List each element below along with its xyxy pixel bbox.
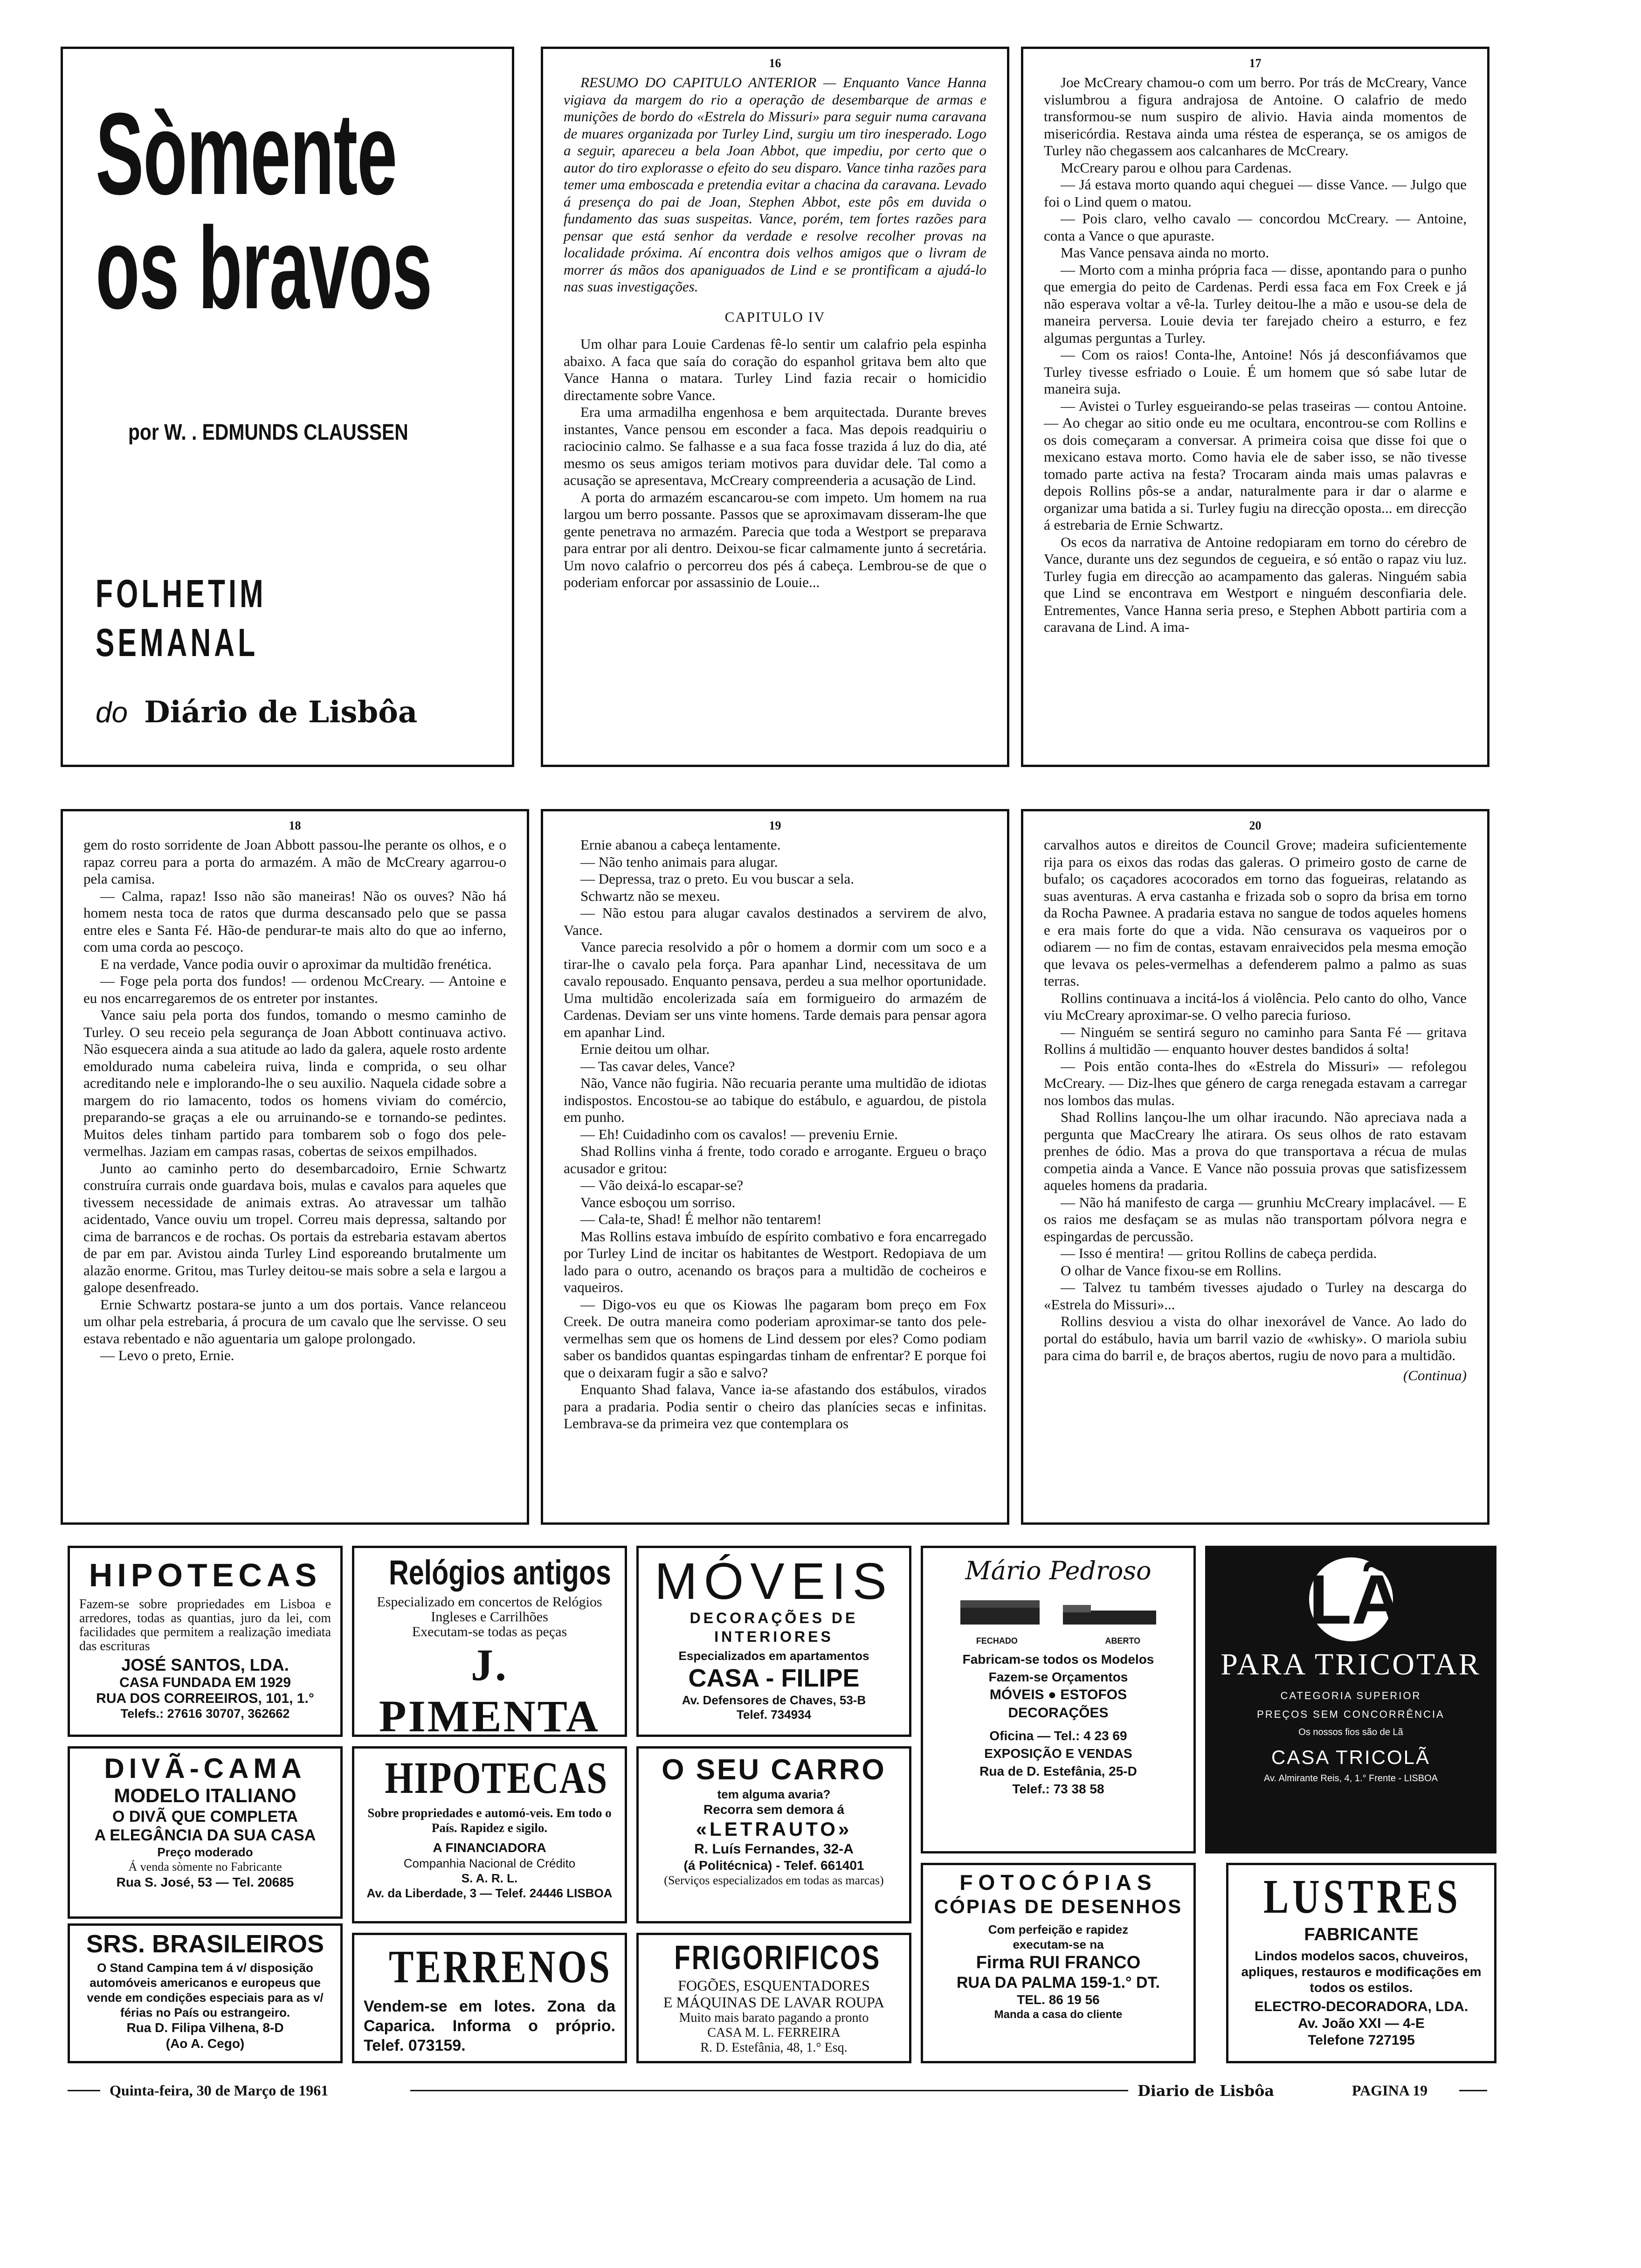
paragraph: — Levo o preto, Ernie. — [100, 1347, 234, 1363]
cover-from-word: do — [96, 697, 128, 729]
ad-line: (Serviços especializados em todas as marcas) — [664, 1874, 884, 1887]
ad-label-open: ABERTO — [1105, 1636, 1141, 1646]
paragraph: — Isso é mentira! — gritou Rollins de cabeça perdida. — [1061, 1245, 1377, 1261]
ad-line: Muito mais barato pagando a pronto — [679, 2011, 869, 2025]
ad-terrenos — [352, 1933, 627, 2063]
ad-sub: FABRICANTE — [1304, 1925, 1419, 1944]
paragraph: gem do rosto sorridente de Joan Abbott passou-lhe perante os olhos, e o rapaz correu para a porta do armazém. A mão de McCreary agarrou-o pela camisa. — [83, 837, 506, 887]
ad-line: Sobre propriedades e automó-veis. Em todo o País. Rapidez e sigilo. — [367, 1806, 612, 1835]
ad-sakl: S. A. R. L. — [461, 1871, 518, 1885]
ad-lustres — [1226, 1863, 1496, 2063]
paragraph: — Depressa, traz o preto. Eu vou buscar a sela. — [580, 871, 855, 887]
chapter-heading: CAPITULO IV — [724, 308, 826, 325]
paragraph: Era uma armadilha engenhosa e bem arquitectada. Durante breves instantes, Vance pensou em esconder a faca. Mas depois readquiriu o raciocinio calmo. Se falhasse e a sua faca fosse trazida á luz do dia, até mesmo os seus amigos teriam motivos para duvidar dele. Tal como a acusação se apresentava, McCreary compreenderia a acusação de Lind. — [564, 404, 986, 488]
paragraph: — Vão deixá-lo escapar-se? — [580, 1177, 744, 1193]
ad-line: Recorra sem demora á — [703, 1802, 844, 1817]
paragraph: McCreary parou e olhou para Cardenas. — [1061, 159, 1292, 176]
ad-line: Fazem-se Orçamentos — [988, 1670, 1128, 1684]
paragraph: Não, Vance não fugiria. Não recuaria perante uma multidão de idiotas indispostos. Encostou-se ao tabique do estábulo, e aguardou, de pistola em punho. — [564, 1075, 986, 1125]
ad-line: Rua de D. Estefânia, 25-D — [979, 1764, 1137, 1778]
ad-name2: Companhia Nacional de Crédito — [403, 1856, 576, 1870]
paragraph: Vance saiu pela porta dos fundos, tomando o mesmo caminho de Turley. O seu receio pela segurança de Joan Abbott continuava activo. Não esquecera ainda a sua atitude ao lado da galera, aquele rosto ardente emoldurado numa cabeleira ruiva, linda e comprida, o seu olhar acreditando nele e implorando-lhe o seu auxilio. Naquela cidade sobre a margem do rio lamacento, todos os homens viviam do comércio, preparando-se graças a ele ou arruinando-se e tornando-se pedintes. Muitos deles tinham partido para tombarem sob o fogo dos pele-vermelhas. Jaziam em campas rasas, cobertas de seixos empilhados. — [83, 1007, 506, 1159]
ad-line: Fabricam-se todos os Modelos — [962, 1652, 1154, 1666]
chapter-summary: RESUMO DO CAPITULO ANTERIOR — Enquanto Vance Hanna vigiava da margem do rio a operação de desembarque de armas e munições de bordo do «Estrela do Missuri» para seguir numa caravana de muares organizada por Turley Lind, surgiu um tiro inesperado. Logo a seguir, apareceu a bela Joan Abbot, que impediu, por certo que o autor do tiro explorasse o efeito do seu disparo. Vance tinha razões para temer uma emboscada e pretendia evitar a chacina da caravana. Levado á presença do pai de Joan, Stephen Abbot, este pôs em duvida o fundamento das suas suspeitas. Vance, porém, tem fortes razões para pensar que está senhor da verdade e resolve recolher provas na localidade próxima. Aí encontra dois velhos amigos que o livram de morrer ás mãos dos apaniguados de Lind e se prontificam a ajudá-lo nas suas investigações. — [564, 74, 986, 295]
ad-title: LÃS — [1309, 1557, 1393, 1641]
ad-name: Firma RUI FRANCO — [976, 1953, 1141, 1972]
footer-date: Quinta-feira, 30 de Março de 1961 — [110, 2082, 329, 2099]
ad-relogios — [352, 1546, 627, 1737]
ad-sub: PARA TRICOTAR — [1220, 1647, 1481, 1681]
paragraph: Shad Rollins lançou-lhe um olhar iracundo. Não apreciava nada a pergunta que MacCreary lhe atirara. Os seus olhos de rato estavam prenhes de ódio. Mas a prova do que transportava a récua de mulas competia ainda a Vance. E Vance não possuia provas que satisfizessem aqueles homens da pradaria. — [1044, 1109, 1467, 1193]
paragraph: Vance parecia resolvido a pôr o homem a dormir com um soco e a tirar-lhe o cavalo pela força. Para apanhar Lind, necessitava de um cavalo repousado. Enquanto pensava, perdeu a sua melhor oportunidade. Uma multidão encolerizada saía em formigueiro do armazém de Cardenas. Deviam ser uns vinte homens. Tarde demais para pensar agora em apanhar Lind. — [564, 939, 986, 1040]
page-20-panel — [1021, 809, 1489, 1525]
ad-address: R. Luís Fernandes, 32-A — [694, 1841, 854, 1857]
ad-name: CASA TRICOLÃ — [1271, 1746, 1430, 1768]
ad-labels — [932, 1636, 1184, 1646]
cover-author: por W. . EDMUNDS CLAUSSEN — [128, 420, 408, 445]
paragraph: Rollins desviou a vista do olhar inexorável de Vance. Ao lado do portal do estábulo, havia um barril vazio de «whisky». O mariola subiu para cima do barril e, de braços abertos, rugiu de novo para a multidão. — [1044, 1313, 1467, 1363]
page-number: 16 — [769, 56, 781, 70]
paragraph: Os ecos da narrativa de Antoine redopiaram em torno do cérebro de Vance, durante uns dez segundos de cegueira, e só então o rapaz viu luz. Turley fugia em direcção ao acampamento das galeras. Ninguém sabia que Lind se encontrava em Westport e ninguém desconfiaria dele. Entrementes, Vance Hanna seria preso, e Stephen Abbott partiria com a caravana de Lind. A ima- — [1044, 533, 1467, 635]
paragraph: Shad Rollins vinha á frente, todo corado e arrogante. Ergueu o braço acusador e gritou: — [564, 1143, 986, 1176]
ad-line: Os nossos fios são de Lã — [1298, 1727, 1403, 1737]
sofa-bed-icon — [956, 1592, 1161, 1634]
paragraph: Vance esboçou um sorriso. — [580, 1194, 736, 1210]
ad-line: tem alguma avaria? — [717, 1787, 831, 1801]
footer-paper: Diario de Lisbôa — [1138, 2082, 1275, 2100]
cover-title-line2: os bravos — [96, 203, 432, 333]
ad-title: O SEU CARRO — [662, 1754, 886, 1786]
ad-title: MÓVEIS — [655, 1553, 893, 1610]
ad-hipotecas-santos — [68, 1546, 343, 1737]
page-number: 20 — [1249, 819, 1262, 832]
paragraph: — Não há manifesto de carga — grunhiu McCreary implacável. — E os raios me desfaçam se as mulas não transportam pólvora negra e espingardas de percussão. — [1044, 1194, 1467, 1245]
ad-line: A ELEGÂNCIA DA SUA CASA — [94, 1826, 316, 1844]
footer-rule-middle — [410, 2090, 1128, 2091]
ad-title: LUSTRES — [1263, 1870, 1462, 1923]
ad-pedroso — [921, 1546, 1196, 1853]
ad-fotocopias — [921, 1863, 1196, 2063]
ad-letrauto — [636, 1746, 911, 1923]
ad-phones: Telefs.: 27616 30707, 362662 — [120, 1707, 290, 1721]
ad-address2: (Ao A. Cego) — [165, 2036, 245, 2051]
paragraph: — Cala-te, Shad! É melhor não tentarem! — [580, 1211, 822, 1227]
paragraph: Junto ao caminho perto do desembarcadoiro, Ernie Schwartz construíra currais onde guardava bois, mulas e cavalos para aqueles que tivessem necessidade de animais extras. Ao atravessar um talhão acidentado, Vance ouviu um tropel. Correu mais depressa, saltando por cima de barrancos e de rochas. Os portais da estrebaria estavam abertos de par em par. Avistou ainda Turley Lind esporeando brutalmente um alazão enorme. Gritou, mas Turley deitou-se mais sobre a sela e largou a galope desenfreado. — [83, 1160, 506, 1295]
paragraph: Enquanto Shad falava, Vance ia-se afastando dos estábulos, virados para a pradaria. Podia sentir o cheiro das planícies secas e infinitas. Lembrava-se da primeira vez que contemplara os — [564, 1381, 986, 1431]
ad-line: O DIVÃ QUE COMPLETA — [112, 1808, 298, 1825]
page-16-panel — [541, 47, 1009, 767]
ad-diva-cama — [68, 1746, 343, 1919]
footer-page: PAGINA 19 — [1352, 2082, 1428, 2099]
paragraph: — Digo-vos eu que os Kiowas lhe pagaram bom preço em Fox Creek. De outra maneira como poderiam aproximar-se tanto dos pele-vermelhas sem que os homens de Lind dessem por eles? Como podiam saber os bandidos quantas espingardas tinham de enfrentar? E porque foi que o deixaram fugir a são e salvo? — [564, 1296, 986, 1381]
ad-line: PREÇOS SEM CONCORRÊNCIA — [1257, 1708, 1445, 1720]
ad-title: SRS. BRASILEIROS — [86, 1930, 324, 1958]
ad-title: HIPOTECAS — [385, 1753, 608, 1803]
paragraph: Schwartz não se mexeu. — [580, 887, 720, 904]
ad-firm: JOSÉ SANTOS, LDA. — [121, 1655, 289, 1674]
ad-title: FRIGORIFICOS — [674, 1939, 881, 1977]
paragraph: A porta do armazém escancarou-se com impeto. Um homem na rua largou um berro possante. Passos que se aproximavam disseram-lhe que gente penetrava no armazém. Parecia que toda a Westport se preparava para entrar por ali dentro. Deixou-se ficar calmamente junto á secretária. Um novo calafrio o percorreu dos pés á cabeça. Lembrou-se de que o poderiam enforcar por assassinio de Louie... — [564, 489, 986, 590]
ad-body: Lindos modelos sacos, chuveiros, apliques, restauros e modificações em todos os estilos. — [1241, 1949, 1482, 1995]
ad-line: Com perfeição e rapidez executam-se na — [988, 1922, 1129, 1951]
paragraph: — Avistei o Turley esgueirando-se pelas traseiras — contou Antoine. — Ao chegar ao sitio onde eu me ocultara, encontrou-se com Rollins e os dois começaram a conversar. A primeira coisa que disse foi que o mexicano estava morto. Como havia ele de saber isso, se não tivesse tomado parte activa na festa? Trocaram ainda mais umas palavras e depois Rollins pôs-se a andar, naturalmente para ir dar o alarme e organizar uma batida a si. Turley fugiu na direcção oposta... em direcção á estrebaria de Ernie Schwartz. — [1044, 397, 1467, 533]
paragraph: O olhar de Vance fixou-se em Rollins. — [1061, 1262, 1282, 1279]
ad-address: Rua S. José, 53 — Tel. 20685 — [116, 1875, 294, 1889]
cover-newspaper-line — [96, 695, 417, 730]
ad-address: Rua D. Filipa Vilhena, 8-D — [126, 2020, 284, 2035]
page-number: 18 — [289, 819, 301, 832]
page-19-panel — [541, 809, 1009, 1525]
cover-panel — [61, 47, 514, 767]
page-18-panel — [61, 809, 529, 1525]
ad-phone: TEL. 86 19 56 — [1017, 1992, 1100, 2007]
paragraph: — Não estou para alugar cavalos destinados a servirem de alvo, Vance. — [564, 905, 986, 938]
paragraph: — Pois então conta-lhes do «Estrela do Missuri» — refolegou McCreary. — Diz-lhes que género de carga renegada estavam a carregar nos lombos das mulas. — [1044, 1058, 1467, 1108]
ad-sub: CÓPIAS DE DESENHOS — [934, 1895, 1183, 1917]
page-17-panel — [1021, 47, 1489, 767]
ad-address: Av. Almirante Reis, 4, 1.° Frente - LISBOA — [1264, 1773, 1438, 1784]
paragraph: — Não tenho animais para alugar. — [580, 853, 778, 870]
ad-brasileiros — [68, 1923, 343, 2063]
ad-title: Relógios antigos — [389, 1553, 611, 1592]
ad-line: Á venda sòmente no Fabricante — [128, 1860, 282, 1874]
ad-name: «LETRAUTO» — [696, 1818, 852, 1840]
paragraph: Ernie deitou um olhar. — [580, 1041, 710, 1057]
paragraph: Rollins continuava a incitá-los á violência. Pelo canto do olho, Vance viu McCreary aproximar-se. O velho parecia furioso. — [1044, 989, 1467, 1023]
ad-line: Oficina — Tel.: 4 23 69 — [989, 1729, 1127, 1743]
paragraph: — Morto com a minha própria faca — disse, apontando para o punho que emergia do peito de Cardenas. Perdi essa faca em Fox Creek e já não esperava voltar a vê-la. Turley deitou-lhe a mão e usou-se dela de maneira perversa. Louie devia ter farejado cheiro a esturro, e fez algumas perguntas a Turley. — [1044, 261, 1467, 346]
ad-body: Fazem-se sobre propriedades em Lisboa e arredores, todas as quantias, juro da lei, com facilidades que permitem a realização imediata das escrituras — [79, 1597, 331, 1653]
ad-body: Vendem-se em lotes. Zona da Caparica. Informa o próprio. Telef. 073159. — [364, 1998, 615, 2054]
continued-note: (Continua) — [1403, 1367, 1467, 1383]
ad-line: DECORAÇÕES — [1008, 1705, 1109, 1721]
paragraph: carvalhos autos e direitos de Council Grove; madeira suficientemente rija para os eixos das rodas das galeras. O primeiro gosto de carne de bufalo; os caçadores acocorados em torno das fogueiras, relatando as suas aventuras. A erva castanha e frizada sob o sopro da brisa em torno da Rocha Pawnee. A pradaria estava no sangue de todos aqueles homens e era mais forte do que a vida. Não censurava os vaqueiros por o odiarem — no fim de contas, estavam enraivecidos pela mesma emoção que levava os peles-vermelhas a defenderem palmo a palmo as suas terras. — [1044, 837, 1467, 989]
ad-title: TERRENOS — [389, 1941, 612, 1992]
ad-sub: MODELO ITALIANO — [114, 1784, 296, 1806]
page-number: 17 — [1249, 56, 1262, 70]
ad-las — [1205, 1546, 1496, 1853]
ad-title: FOTOCÓPIAS — [959, 1870, 1157, 1895]
ad-line: Telef.: 73 38 58 — [1012, 1782, 1104, 1796]
ad-frigorificos — [636, 1933, 911, 2063]
cover-section-line2: SEMANAL — [96, 621, 259, 664]
ad-brand: Mário Pedroso — [965, 1556, 1151, 1585]
paragraph: Ernie abanou a cabeça lentamente. — [580, 837, 781, 853]
paragraph: — Eh! Cuidadinho com os cavalos! — preveniu Ernie. — [580, 1126, 898, 1142]
ad-title-circles — [1215, 1557, 1487, 1641]
ad-address: Av. da Liberdade, 3 — Telef. 24446 LISBOA — [366, 1886, 613, 1900]
paragraph: — Tas cavar deles, Vance? — [580, 1058, 735, 1074]
ad-name: CASA - FILIPE — [688, 1664, 860, 1692]
ad-line: FOGÕES, ESQUENTADORES — [678, 1977, 870, 1994]
page-number: 19 — [769, 819, 781, 832]
ad-line: CATEGORIA SUPERIOR — [1280, 1690, 1421, 1701]
ad-body2: Executam-se todas as peças — [412, 1624, 567, 1639]
cover-title-line1: Sòmente — [96, 89, 397, 219]
footer-rule-left — [68, 2090, 100, 2091]
ad-address: R. D. Estefânia, 48, 1.° Esq. — [700, 2040, 848, 2055]
paragraph: Ernie Schwartz postara-se junto a um dos portais. Vance relanceou um olhar pela estrebaria, á procura de um cavalo que lhe servisse. O seu estava rebentado e não aguentaria um galope prolongado. — [83, 1296, 506, 1347]
paragraph: — Ninguém se sentirá seguro no caminho para Santa Fé — gritava Rollins á multidão — enquanto houver destes bandidos á solta! — [1044, 1023, 1467, 1057]
ad-name: J. PIMENTA — [379, 1640, 600, 1737]
paragraph: — Já estava morto quando aqui cheguei — disse Vance. — Julgo que foi o Lind quem o matou. — [1044, 176, 1467, 210]
ad-line: Preço moderado — [157, 1845, 253, 1859]
ad-address: Av. Defensores de Chaves, 53-B — [682, 1693, 866, 1707]
ad-line: EXPOSIÇÃO E VENDAS — [984, 1746, 1132, 1761]
ad-name: A FINANCIADORA — [433, 1840, 546, 1855]
ad-address2: (á Politécnica) - Telef. 661401 — [683, 1858, 864, 1873]
ad-name: ELECTRO-DECORADORA, LDA. — [1254, 1999, 1469, 2014]
paragraph: Joe McCreary chamou-o com um berro. Por trás de McCreary, Vance vislumbrou a figura andrajosa de Antoine. O calafrio de medo transformou-se num suspiro de alivio. Havia ainda momentos de misericórdia. Restava ainda uma réstea de esperança, se os amigos de Turley não chegassem aos calcanhares de McCreary. — [1044, 74, 1467, 159]
ad-title: DIVÃ-CAMA — [104, 1753, 306, 1784]
cover-section-line1: FOLHETIM — [96, 572, 267, 615]
paragraph: — Foge pela porta dos fundos! — ordenou McCreary. — Antoine e eu nos encarregaremos de os entreter por instantes. — [83, 973, 506, 1006]
ad-name: CASA M. L. FERREIRA — [707, 2026, 841, 2040]
ad-moveis — [636, 1546, 911, 1737]
ad-body: Especializado em concertos de Relógios Ingleses e Carrilhões — [377, 1594, 602, 1625]
paragraph: — Pois claro, velho cavalo — concordou McCreary. — Antoine, conta a Vance o que apuraste. — [1044, 210, 1467, 244]
ad-address: Av. João XXI — 4-E — [1298, 2016, 1425, 2031]
ad-phone: Telefone 727195 — [1308, 2033, 1415, 2048]
paragraph: — Com os raios! Conta-lhe, Antoine! Nós já desconfiávamos que Turley tivesse esfriado o Louie. É um homem que só sabe lutar de maneira suja. — [1044, 346, 1467, 397]
ad-hipotecas-financiadora — [352, 1746, 627, 1923]
ad-phone: Telef. 734934 — [737, 1708, 811, 1722]
ad-body: O Stand Campina tem á v/ disposição automóveis americanos e europeus que vende em condições especiais para as v/ férias no País ou estrangeiro. — [87, 1961, 324, 2019]
ad-label-closed: FECHADO — [976, 1636, 1018, 1646]
paragraph: — Talvez tu também tivesses ajudado o Turley na descarga do «Estrela do Missuri»... — [1044, 1279, 1467, 1313]
ad-address: RUA DA PALMA 159-1.° DT. — [956, 1974, 1160, 1991]
paragraph: E na verdade, Vance podia ouvir o aproximar da multidão frenética. — [100, 955, 492, 972]
paragraph: Mas Rollins estava imbuído de espírito combativo e fora encarregado por Turley Lind de incitar os habitantes de Westport. Redopiava de um lado para o outro, acenando os braços para a multidão de cocheiros e vaqueiros. — [564, 1228, 986, 1295]
ad-title: HIPOTECAS — [89, 1557, 322, 1593]
cover-newspaper-name: Diário de Lisbôa — [144, 695, 418, 730]
ad-line: MÓVEIS ● ESTOFOS — [989, 1687, 1127, 1702]
ad-line: Manda a casa do cliente — [994, 2008, 1123, 2021]
paragraph: Mas Vance pensava ainda no morto. — [1061, 244, 1269, 261]
ad-body: Especializados em apartamentos — [678, 1649, 869, 1663]
ad-sub: DECORAÇÕES DE INTERIORES — [689, 1610, 858, 1645]
paragraph: — Calma, rapaz! Isso não são maneiras! Não os ouves? Não há homem nesta toca de ratos que durma descansado pelo que se passa entre eles e Santa Fé. Hão-de pendurar-te mais alto do que ao inferno, com uma corda ao pescoço. — [83, 887, 506, 955]
ad-address: RUA DOS CORREEIROS, 101, 1.° — [96, 1691, 314, 1706]
ad-founded: CASA FUNDADA EM 1929 — [119, 1675, 291, 1690]
paragraph: Um olhar para Louie Cardenas fê-lo sentir um calafrio pela espinha abaixo. A faca que saía do coração do espanhol gritava bem alto que Vance Hanna o matara. Turley Lind fazia recair o homicidio directamente sobre Vance. — [564, 336, 986, 403]
footer-rule-right — [1459, 2090, 1487, 2091]
ad-line: E MÁQUINAS DE LAVAR ROUPA — [663, 1994, 885, 2011]
